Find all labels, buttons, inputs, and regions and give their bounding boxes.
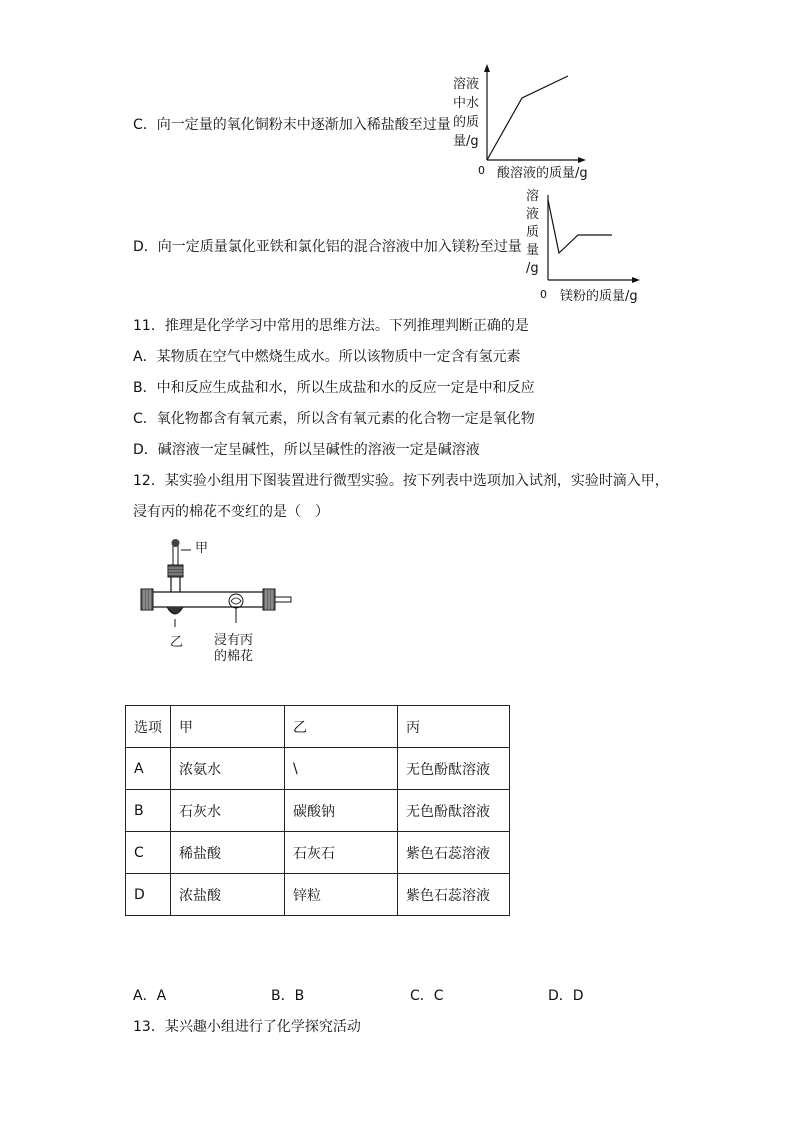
q11-option-b: B．中和反应生成盐和水，所以生成盐和水的反应一定是中和反应 (133, 380, 535, 396)
graph-c-xlabel: 酸溶液的质量/g (497, 166, 588, 181)
table-cell: 石灰水 (171, 790, 285, 832)
option-c-text: C．向一定量的氧化铜粉末中逐渐加入稀盐酸至过量 (133, 117, 451, 133)
table-header-cell: 甲 (171, 706, 285, 748)
table-header-row (126, 706, 510, 748)
table-cell: \ (285, 748, 398, 790)
graph-d-curve (548, 200, 612, 253)
label-cotton-1: 浸有丙 (214, 633, 254, 648)
table-cell: 无色酚酞溶液 (398, 790, 510, 832)
answer-d: D．D (548, 988, 584, 1004)
table-cell: 浓氨水 (171, 748, 285, 790)
graph-d-ylabel-4: 量 (526, 243, 540, 258)
answer-c: C．C (410, 988, 444, 1004)
graph-d (520, 185, 650, 305)
label-cotton-2: 的棉花 (214, 649, 254, 664)
table-row (126, 874, 510, 916)
table-cell: A (126, 748, 171, 790)
label-yi: 乙 (170, 635, 184, 650)
answer-a: A．A (133, 988, 167, 1004)
table-cell: 稀盐酸 (171, 832, 285, 874)
table-cell: 石灰石 (285, 832, 398, 874)
q11-option-a: A．某物质在空气中燃烧生成水。所以该物质中一定含有氢元素 (133, 349, 521, 365)
graph-c (450, 60, 610, 185)
table-cell: C (126, 832, 171, 874)
q11-option-d: D．碱溶液一定呈碱性，所以呈碱性的溶液一定是碱溶液 (133, 442, 480, 458)
q11-option-c: C．氧化物都含有氧元素，所以含有氧元素的化合物一定是氧化物 (133, 411, 535, 427)
option-d-text: D．向一定质量氯化亚铁和氯化铝的混合溶液中加入镁粉至过量 (133, 239, 522, 255)
table-cell: 浓盐酸 (171, 874, 285, 916)
q11-stem: 11．推理是化学学习中常用的思维方法。下列推理判断正确的是 (133, 318, 529, 334)
table-cell: 紫色石蕊溶液 (398, 832, 510, 874)
graph-c-ylabel-2: 中水 (453, 96, 480, 111)
label-jia: 甲 (195, 541, 209, 556)
table-cell: 锌粒 (285, 874, 398, 916)
graph-c-ylabel-1: 溶液 (453, 77, 480, 92)
graph-d-origin: 0 (540, 288, 547, 301)
table-row (126, 832, 510, 874)
table-header-cell: 选项 (126, 706, 171, 748)
table-cell: B (126, 790, 171, 832)
table-cell: 碳酸钠 (285, 790, 398, 832)
graph-c-ylabel-4: 量/g (453, 134, 479, 149)
table-cell: D (126, 874, 171, 916)
table-cell: 无色酚酞溶液 (398, 748, 510, 790)
q12-stem-line1: 12．某实验小组用下图装置进行微型实验。按下列表中选项加入试剂，实验时滴入甲， (133, 473, 669, 489)
graph-d-axes (520, 185, 650, 305)
answer-b: B．B (271, 988, 305, 1004)
q13-stem: 13．某兴趣小组进行了化学探究活动 (133, 1019, 361, 1035)
graph-d-xlabel: 镁粉的质量/g (560, 289, 638, 304)
graph-d-ylabel-1: 溶 (526, 189, 540, 204)
graph-c-axes (450, 60, 610, 185)
table-header-cell: 乙 (285, 706, 398, 748)
table-row (126, 790, 510, 832)
table-header-cell: 丙 (398, 706, 510, 748)
graph-d-ylabel-2: 液 (526, 207, 540, 222)
table-cell: 紫色石蕊溶液 (398, 874, 510, 916)
apparatus-figure (135, 535, 305, 670)
graph-c-curve (487, 76, 568, 160)
q12-stem-line2: 浸有丙的棉花不变红的是（ ） (133, 504, 329, 520)
graph-c-origin: 0 (478, 164, 485, 177)
options-table (125, 705, 510, 916)
table-row (126, 748, 510, 790)
graph-d-ylabel-3: 质 (526, 225, 540, 240)
graph-d-ylabel-5: /g (526, 261, 539, 276)
graph-c-ylabel-3: 的质 (453, 115, 480, 130)
